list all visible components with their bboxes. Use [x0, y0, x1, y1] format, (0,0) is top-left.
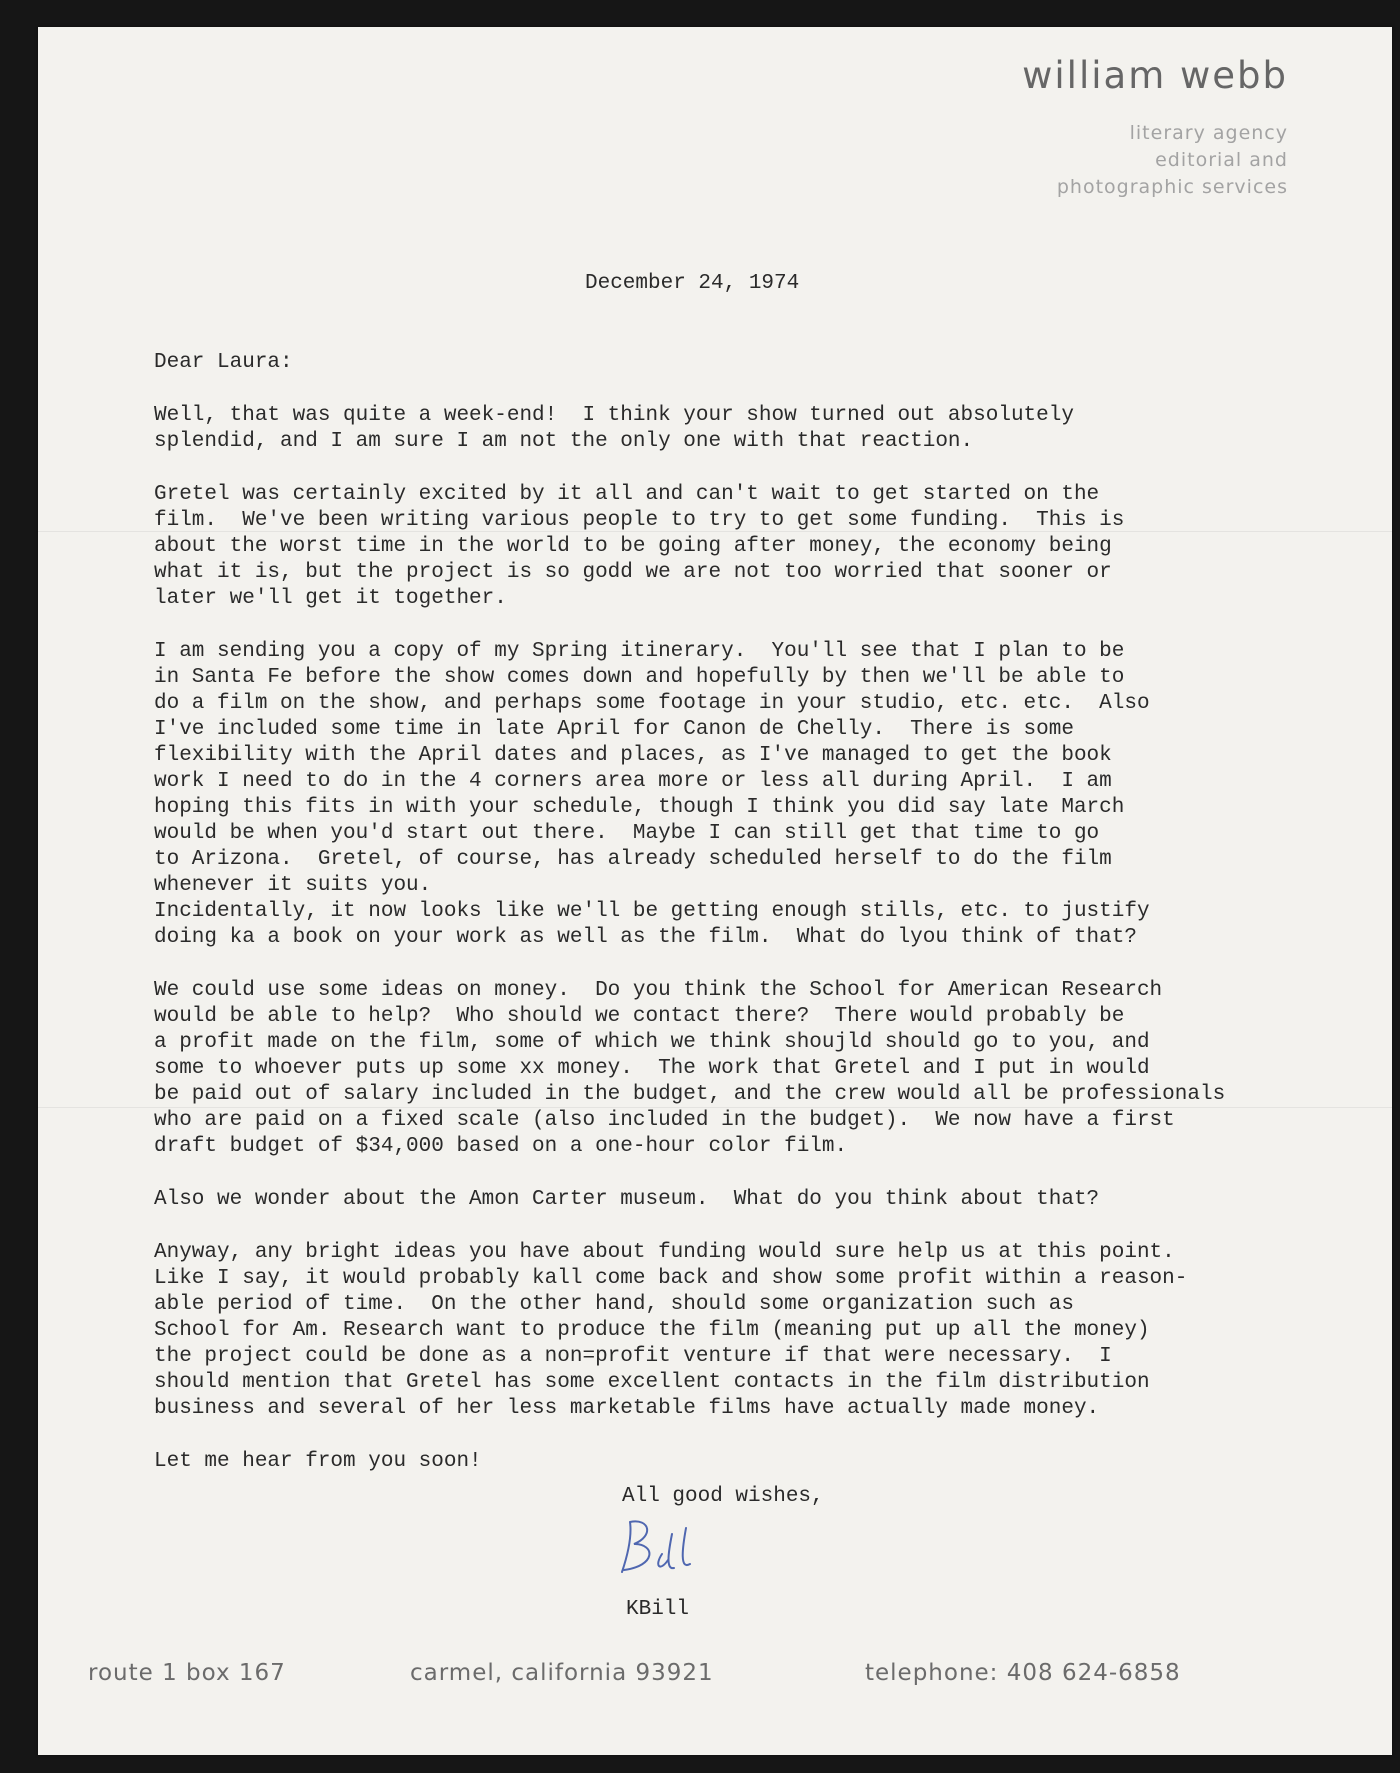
letterhead-service: literary agency: [1129, 122, 1288, 144]
letter-line: some to whoever puts up some xx money. The work that Gretel and I put in would: [154, 1057, 1150, 1080]
salutation-text: Dear Laura:: [154, 351, 293, 374]
letter-line: Anyway, any bright ideas you have about funding would sure help us at this point.: [154, 1241, 1175, 1264]
letter-paragraph: [154, 482, 1225, 612]
letterhead-name: william webb: [1022, 54, 1288, 97]
letter-line: Well, that was quite a week-end! I think your show turned out absolutely: [154, 404, 1074, 427]
letter-date: December 24, 1974: [585, 272, 800, 295]
letter-line: in Santa Fe before the show comes down and hopefully by then we'll be able to: [154, 666, 1125, 689]
footer-telephone: telephone: 408 624-6858: [865, 1660, 1181, 1686]
letter-paragraph: [154, 1240, 1225, 1422]
letter-line: who are paid on a fixed scale (also included in the budget). We now have a first: [154, 1109, 1175, 1132]
signed-name: KBill: [626, 1598, 690, 1621]
letter-line: School for Am. Research want to produce the film (meaning put up all the money): [154, 1319, 1150, 1342]
letter-line: Gretel was certainly excited by it all and can't wait to get started on the: [154, 483, 1100, 506]
letter-line: flexibility with the April dates and places, as I've managed to get the book: [154, 744, 1112, 767]
letter-line: work I need to do in the 4 corners area more or less all during April. I am: [154, 770, 1112, 793]
letter-line: later we'll get it together.: [154, 587, 507, 610]
letter-line: business and several of her less marketable films have actually made money.: [154, 1397, 1100, 1420]
letter-line: splendid, and I am sure I am not the only one with that reaction.: [154, 430, 974, 453]
footer-address: route 1 box 167: [88, 1660, 286, 1686]
letter-paragraph: [154, 1187, 1225, 1213]
letter-line: Incidentally, it now looks like we'll be getting enough stills, etc. to justify: [154, 900, 1150, 923]
letter-line: whenever it suits you.: [154, 874, 432, 897]
letter-line: Also we wonder about the Amon Carter museum. What do you think about that?: [154, 1188, 1100, 1211]
letter-line: should mention that Gretel has some excellent contacts in the film distribution: [154, 1371, 1150, 1394]
letter-paragraph: [154, 1449, 1225, 1475]
letter-paragraph: [154, 899, 1225, 951]
letter-paragraph: [154, 978, 1225, 1160]
letterhead-services: [1057, 120, 1288, 201]
letterhead-service: photographic services: [1056, 176, 1288, 198]
letter-line: do a film on the show, and perhaps some footage in your studio, etc. etc. Also: [154, 692, 1150, 715]
closing: All good wishes,: [622, 1485, 824, 1508]
letter-line: film. We've been writing various people to try to get some funding. This is: [154, 509, 1125, 532]
letter-line: to Arizona. Gretel, of course, has already scheduled herself to do the film: [154, 848, 1112, 871]
letter-line: would be able to help? Who should we contact there? There would probably be: [154, 1005, 1125, 1028]
letter-line: We could use some ideas on money. Do you think the School for American Research: [154, 979, 1163, 1002]
letter-line: the project could be done as a non=profit venture if that were necessary. I: [154, 1345, 1112, 1368]
letter-line: hoping this fits in with your schedule, though I think you did say late March: [154, 796, 1125, 819]
handwritten-signature: [610, 1514, 710, 1584]
letterhead-service: editorial and: [1155, 149, 1288, 171]
letter-paragraph: [154, 639, 1225, 899]
letter-line: be paid out of salary included in the budget, and the crew would all be professionals: [154, 1083, 1226, 1106]
letter-line: draft budget of $34,000 based on a one-hour color film.: [154, 1135, 848, 1158]
letter-line: I am sending you a copy of my Spring itinerary. You'll see that I plan to be: [154, 640, 1125, 663]
letter-line: what it is, but the project is so godd we are not too worried that sooner or: [154, 561, 1112, 584]
footer-city: carmel, california 93921: [410, 1660, 714, 1686]
letter-paragraph: [154, 403, 1225, 455]
letter-line: would be when you'd start out there. Maybe I can still get that time to go: [154, 822, 1100, 845]
letter-line: I've included some time in late April for Canon de Chelly. There is some: [154, 718, 1074, 741]
letter-line: doing ka a book on your work as well as the film. What do lyou think of that?: [154, 926, 1137, 949]
salutation: [154, 350, 1225, 376]
letter-line: able period of time. On the other hand, should some organization such as: [154, 1293, 1074, 1316]
letter-line: Like I say, it would probably kall come back and show some profit within a reason-: [154, 1267, 1188, 1290]
letter-line: about the worst time in the world to be going after money, the economy being: [154, 535, 1112, 558]
letter-line: a profit made on the film, some of which we think shoujld should go to you, and: [154, 1031, 1150, 1054]
letter-body: [154, 350, 1225, 1475]
letter-line: Let me hear from you soon!: [154, 1450, 482, 1473]
